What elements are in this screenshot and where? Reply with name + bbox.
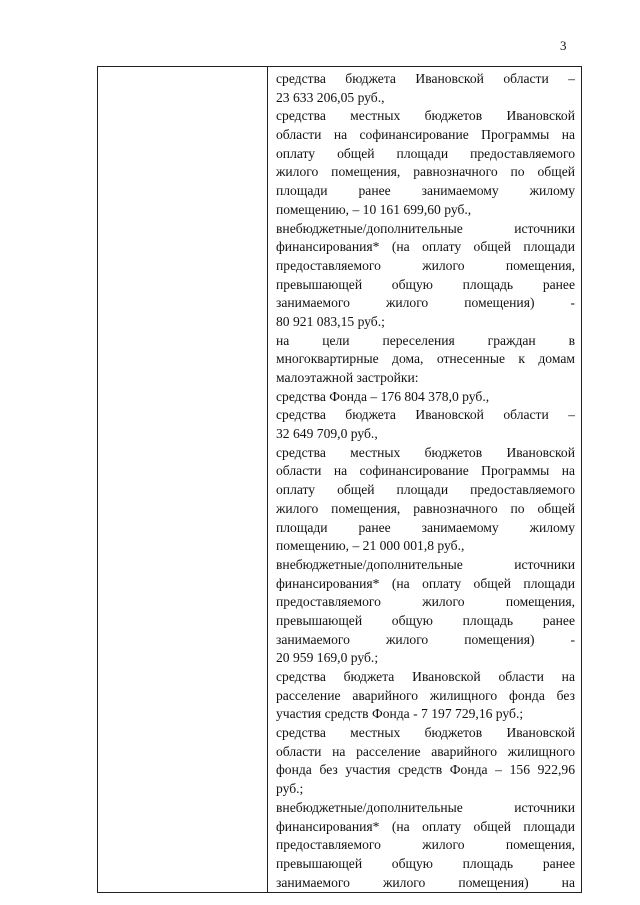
text-line: внебюджетные/дополнительные источники bbox=[276, 799, 575, 815]
text-line: средства местных бюджетов Ивановской bbox=[276, 108, 575, 124]
text-line: предоставляемого жилого помещения, bbox=[276, 837, 575, 853]
text-line: превышающей общую площадь ранее bbox=[276, 855, 575, 871]
text-line: внебюджетные/дополнительные источники bbox=[276, 220, 575, 236]
text-line: помещению, – 21 000 001,8 руб., bbox=[276, 538, 465, 554]
text-line: площади ранее занимаемому жилому bbox=[276, 183, 575, 199]
table-cell-funding-text bbox=[268, 67, 582, 893]
text-line: средства бюджета Ивановской области – bbox=[276, 71, 575, 86]
text-line: превышающей общую площадь ранее bbox=[276, 612, 575, 628]
text-line: оплату общей площади предоставляемого bbox=[276, 145, 575, 161]
funding-text-block bbox=[268, 67, 581, 892]
text-line: предоставляемого жилого помещения, bbox=[276, 594, 575, 610]
text-line: области на софинансирование Программы на bbox=[276, 463, 575, 479]
text-line: помещению, – 10 161 699,60 руб., bbox=[276, 201, 472, 217]
text-line: области на расселение аварийного жилищного bbox=[276, 743, 575, 759]
text-line: средства местных бюджетов Ивановской bbox=[276, 725, 575, 741]
funding-table bbox=[97, 66, 582, 893]
text-line: фонда без участия средств Фонда – 156 922,96 bbox=[276, 762, 575, 778]
text-line: 32 649 709,0 руб., bbox=[276, 426, 378, 442]
text-line: жилого помещения, равнозначного по общей bbox=[276, 164, 575, 180]
text-line: 20 959 169,0 руб.; bbox=[276, 650, 379, 666]
table-cell-empty bbox=[98, 67, 268, 893]
text-line: занимаемого жилого помещения) - bbox=[276, 631, 575, 647]
text-line: финансирования* (на оплату общей площади bbox=[276, 239, 575, 255]
text-line: 23 633 206,05 руб., bbox=[276, 89, 385, 105]
text-line: малоэтажной застройки: bbox=[276, 370, 419, 385]
text-line: участия средств Фонда - 7 197 729,16 руб.; bbox=[276, 706, 524, 722]
text-line: расселение аварийного жилищного фонда без bbox=[276, 687, 575, 703]
text-line: площади ранее занимаемому жилому bbox=[276, 519, 575, 535]
table-row bbox=[98, 67, 582, 893]
text-line: предоставляемого жилого помещения, bbox=[276, 257, 575, 273]
page-number: 3 bbox=[560, 38, 567, 53]
text-line: 80 921 083,15 руб.; bbox=[276, 313, 385, 329]
text-line: средства бюджета Ивановской области – bbox=[276, 407, 575, 423]
text-line: занимаемого жилого помещения) на bbox=[276, 874, 575, 890]
text-line: занимаемого жилого помещения) - bbox=[276, 295, 575, 311]
text-line: оплату общей площади предоставляемого bbox=[276, 482, 575, 498]
text-line: средства Фонда – 176 804 378,0 руб., bbox=[276, 388, 490, 404]
text-line: финансирования* (на оплату общей площади bbox=[276, 575, 575, 591]
text-line: средства бюджета Ивановской области на bbox=[276, 669, 575, 684]
text-line: многоквартирные дома, отнесенные к домам bbox=[276, 351, 575, 367]
text-line: превышающей общую площадь ранее bbox=[276, 276, 575, 292]
text-line: внебюджетные/дополнительные источники bbox=[276, 556, 575, 572]
text-line: на цели переселения граждан в bbox=[276, 332, 575, 348]
text-line: области на софинансирование Программы на bbox=[276, 127, 575, 143]
text-line: средства местных бюджетов Ивановской bbox=[276, 444, 575, 460]
text-line: жилого помещения, равнозначного по общей bbox=[276, 500, 575, 516]
text-line: руб.; bbox=[276, 781, 304, 797]
text-line: финансирования* (на оплату общей площади bbox=[276, 818, 575, 834]
